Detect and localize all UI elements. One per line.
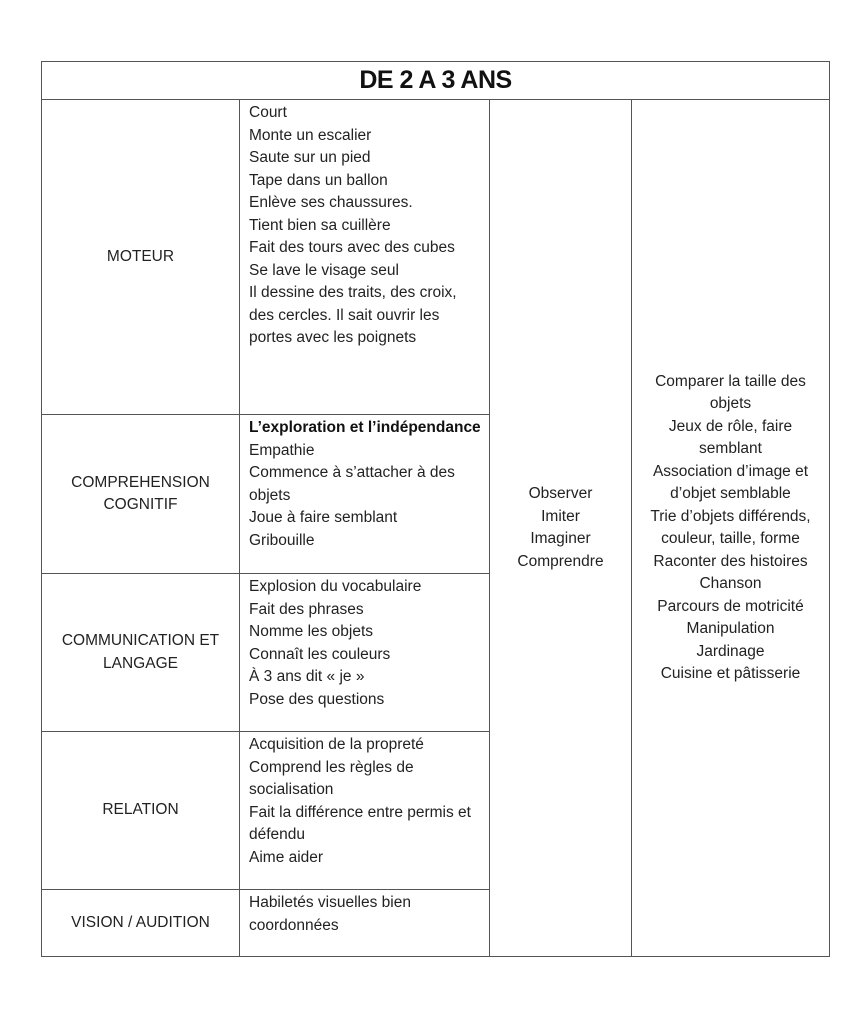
activity-item: Cuisine et pâtisserie [660,665,801,682]
milestones-cell [240,732,490,890]
activity-item: Jardinage [696,642,765,660]
activities-cell [632,100,830,957]
milestone-item: Monte un escalier [249,126,372,144]
title-row [42,62,830,100]
milestone-item: Pose des questions [249,690,385,708]
milestone-item: Fait la différence entre permis et défendu [249,803,471,843]
activity-item: Jeux de rôle, faire semblant [668,417,793,457]
milestones-cell [240,415,490,574]
milestone-item: Aime aider [249,848,324,866]
approach-item: Comprendre [517,552,604,570]
milestones-cell [240,100,490,415]
activity-item: Trie d’objets différends, couleur, taille, forme [650,507,811,547]
activity-item: Raconter des histoires [653,552,808,570]
area-label: RELATION [42,732,240,890]
milestone-item: Enlève ses chaussures. [249,194,413,211]
approach-item: Imiter [541,507,580,525]
milestone-item: Joue à faire semblant [249,509,398,526]
activity-item: Chanson [699,575,762,592]
approach-cell [490,100,632,957]
milestone-item: Se lave le visage seul [249,261,399,279]
milestones-cell [240,890,490,957]
milestone-item: Saute sur un pied [249,149,371,166]
activity-item: Parcours de motricité [657,597,804,615]
milestone-item: Explosion du vocabulaire [249,578,422,595]
milestone-item: Nomme les objets [249,623,374,640]
area-label: MOTEUR [42,100,240,415]
development-table [41,61,830,957]
milestone-item: Connaît les couleurs [249,645,391,663]
milestone-item: Fait des tours avec des cubes [249,239,455,256]
milestone-heading: L’exploration et l’indépendance [249,419,481,436]
table-row-moteur [42,100,830,415]
milestones-cell [240,574,490,732]
area-label: COMPREHENSION COGNITIF [42,415,240,574]
milestone-item: Comprend les règles de socialisation [249,758,414,798]
area-label: COMMUNICATION ET LANGAGE [42,574,240,732]
area-label: VISION / AUDITION [42,890,240,957]
milestone-item: Empathie [249,441,315,459]
approach-item: Observer [528,485,593,502]
activity-item: Manipulation [686,620,775,637]
milestone-item: Commence à s’attacher à des objets [249,464,455,504]
milestone-item: Habiletés visuelles bien coordonnées [249,894,411,934]
milestone-item: Fait des phrases [249,600,364,618]
milestone-item: Tient bien sa cuillère [249,216,391,234]
milestone-item: Court [249,104,287,121]
milestone-item: Tape dans un ballon [249,171,388,189]
activity-item: Association d’image et d’objet semblable [652,462,809,502]
approach-item: Imaginer [530,530,591,547]
activity-item: Comparer la taille des objets [655,372,806,412]
milestone-item: Acquisition de la propreté [249,736,424,753]
milestone-item: Il dessine des traits, des croix, des cercles. Il sait ouvrir les portes avec les poignets [249,284,457,346]
milestone-item: À 3 ans dit « je » [249,668,365,685]
table-title: DE 2 A 3 ANS [42,62,830,100]
milestone-item: Gribouille [249,531,315,549]
